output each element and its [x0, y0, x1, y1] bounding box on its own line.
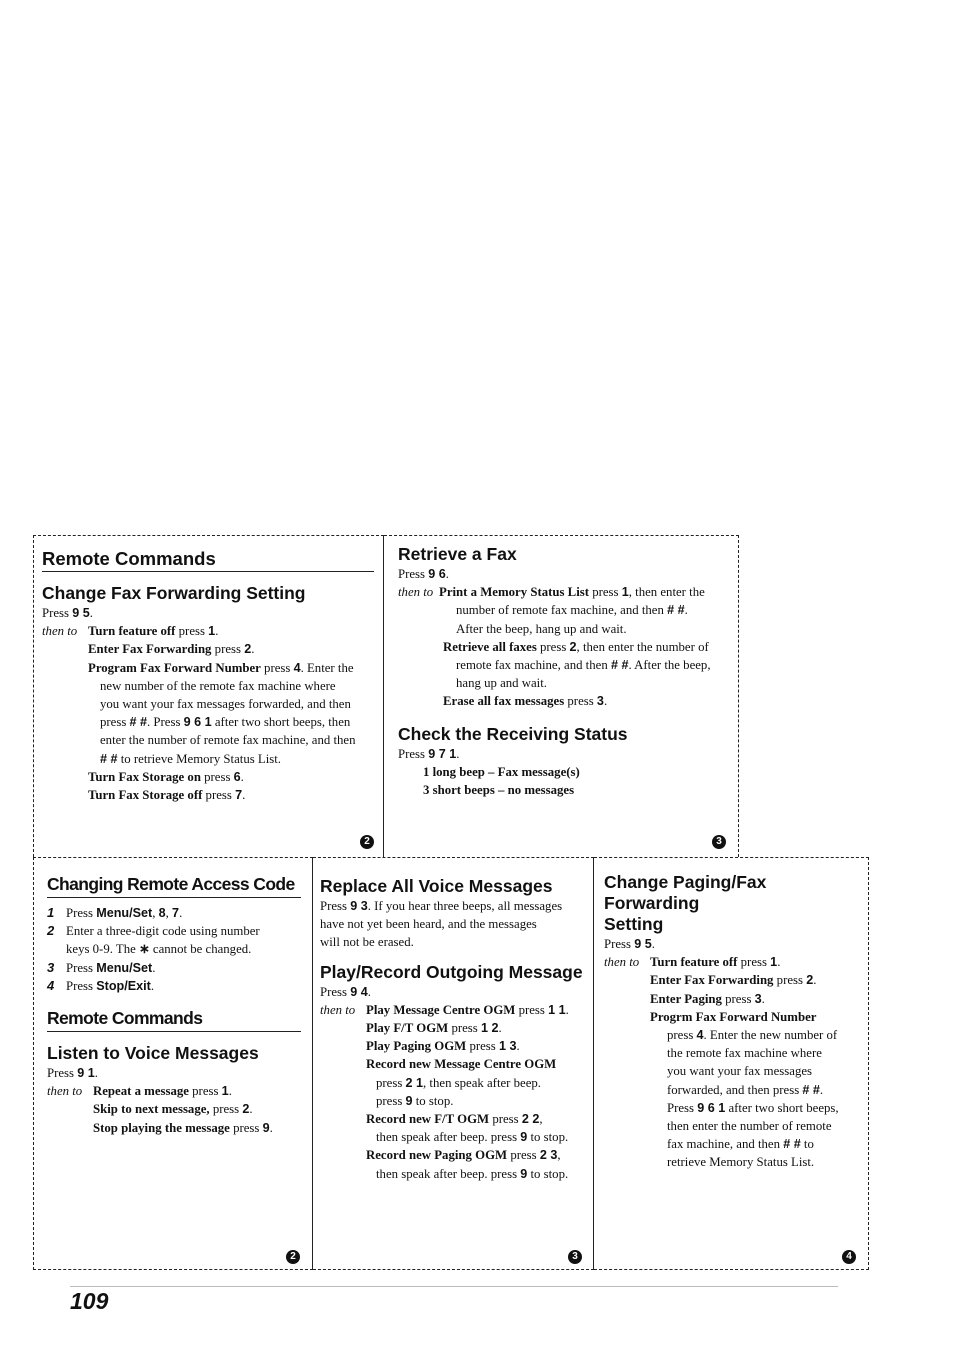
command-text: number of remote fax machine, and then # #. [456, 603, 688, 618]
command-line: Play F/T OGM press 1 2. [366, 1021, 502, 1036]
card-remote-access-code [33, 857, 313, 1270]
press-line: Press 9 5. [42, 606, 93, 620]
body-text: will not be erased. [320, 935, 414, 950]
page-number: 109 [70, 1288, 109, 1314]
command-text: you want your fax messages [667, 1064, 812, 1079]
command-line: Turn Fax Storage on press 6. [88, 769, 244, 784]
command-line: Enter Fax Forwarding press 2. [650, 973, 817, 988]
command-text: forwarded, and then press # #. [667, 1082, 824, 1097]
body-text: Press 9 3. If you hear three beeps, all messages [320, 899, 563, 913]
section-heading: Remote Commands [47, 1008, 301, 1032]
command-text: new number of the remote fax machine where [100, 678, 336, 693]
command-line: Record new Message Centre OGM [366, 1057, 557, 1072]
section-heading: Play/Record Outgoing Message [320, 961, 583, 982]
command-line: Skip to next message, press 2. [93, 1102, 253, 1117]
status-line: 3 short beeps – no messages [423, 783, 575, 798]
command-text: you want your fax messages forwarded, and then [100, 697, 351, 712]
command-text: then enter the number of remote [667, 1119, 832, 1134]
body-text: have not yet been heard, and the messages [320, 917, 537, 932]
command-line: Erase all fax messages press 3. [443, 694, 608, 709]
command-line: then to Turn feature off press 1. [604, 955, 781, 970]
step-item: 2 Enter a three-digit code using number [47, 923, 260, 939]
command-line: Stop playing the message press 9. [93, 1120, 273, 1135]
section-heading: Replace All Voice Messages [320, 876, 553, 896]
section-heading: Setting [604, 914, 664, 934]
press-line: Press 9 6. [398, 567, 449, 581]
command-text: retrieve Memory Status List. [667, 1155, 815, 1170]
command-line: then to Repeat a message press 1. [47, 1084, 232, 1099]
badge-4: 4 [842, 1250, 856, 1264]
section-heading: Change Fax Forwarding Setting [42, 583, 306, 603]
command-text: Press 9 6 1 after two short beeps, [667, 1100, 839, 1115]
command-line: Enter Paging press 3. [650, 991, 765, 1006]
badge-2: 2 [360, 835, 374, 849]
card-voice-messages [313, 857, 594, 1270]
badge-2: 2 [286, 1250, 300, 1264]
section-heading: Retrieve a Fax [398, 544, 517, 564]
command-text: press 4. Enter the new number of [667, 1028, 838, 1043]
section-heading: Change Paging/Fax Forwarding [604, 872, 767, 913]
command-text: press 2 1, then speak after beep. [376, 1075, 541, 1090]
command-text: enter the number of remote fax machine, and then [100, 733, 356, 748]
command-line: Turn Fax Storage off press 7. [88, 788, 246, 803]
badge-3: 3 [568, 1250, 582, 1264]
card-remote-commands-fax-forwarding [33, 535, 384, 857]
section-heading: Listen to Voice Messages [47, 1043, 259, 1064]
press-line: Press 9 7 1. [398, 746, 460, 761]
card-retrieve-fax [384, 535, 739, 857]
command-line: Record new Paging OGM press 2 3, [366, 1148, 561, 1163]
step-item: 3 Press Menu/Set. [47, 959, 156, 975]
command-text: remote fax machine, and then # #. After the beep, [456, 658, 711, 673]
card-paging-fax-forwarding [594, 857, 869, 1270]
command-line: Enter Fax Forwarding press 2. [88, 642, 255, 657]
badge-3: 3 [712, 835, 726, 849]
card-title: Remote Commands [42, 548, 374, 572]
command-line: then to Play Message Centre OGM press 1 1. [320, 1002, 569, 1017]
command-text: fax machine, and then # # to [667, 1137, 814, 1152]
command-line: Record new F/T OGM press 2 2, [366, 1112, 543, 1127]
step-item: 1 Press Menu/Set, 8, 7. [47, 905, 183, 920]
command-text: After the beep, hang up and wait. [456, 621, 627, 636]
steps-list [47, 904, 301, 995]
press-line: Press 9 4. [320, 984, 371, 999]
command-text: then speak after beep. press 9 to stop. [376, 1166, 569, 1181]
step-item: 4 Press Stop/Exit. [47, 977, 155, 993]
status-line: 1 long beep – Fax message(s) [423, 764, 580, 779]
command-line: Progrm Fax Forward Number [650, 1009, 817, 1024]
section-heading: Check the Receiving Status [398, 723, 628, 744]
section-heading: Changing Remote Access Code [47, 874, 301, 898]
command-text: press # #. Press 9 6 1 after two short beeps, then [100, 715, 351, 730]
command-text: hang up and wait. [456, 676, 547, 691]
press-line: Press 9 1. [47, 1066, 98, 1081]
command-line: then to Turn feature off press 1. [42, 624, 219, 639]
command-line: Program Fax Forward Number press 4. Enter the [88, 660, 354, 675]
command-line: Play Paging OGM press 1 3. [366, 1039, 520, 1054]
step-item: keys 0-9. The ∗ cannot be changed. [66, 942, 252, 957]
command-line: Retrieve all faxes press 2, then enter the number of [443, 639, 709, 654]
command-text: # # to retrieve Memory Status List. [100, 751, 282, 766]
command-line: then to Print a Memory Status List press 1, then enter the [398, 585, 705, 600]
command-text: press 9 to stop. [376, 1093, 454, 1108]
command-text: then speak after beep. press 9 to stop. [376, 1130, 569, 1145]
footer-rule [70, 1286, 838, 1287]
command-text: the remote fax machine where [667, 1046, 822, 1061]
press-line: Press 9 5. [604, 937, 655, 951]
